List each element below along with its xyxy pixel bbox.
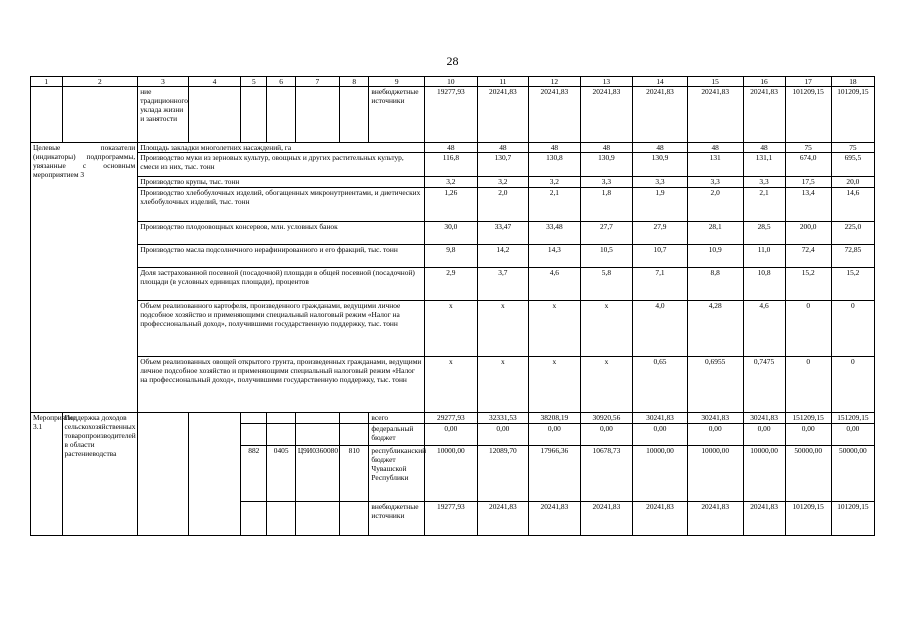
value-cell: 30241,83 (687, 413, 743, 424)
value-cell: 20241,83 (529, 87, 581, 143)
value-cell: 48 (425, 143, 478, 153)
value-cell: 4,6 (529, 268, 581, 301)
empty-cell (138, 413, 188, 536)
value-cell: 28,5 (743, 222, 785, 245)
value-cell: 131,1 (743, 153, 785, 177)
table-row (31, 413, 875, 424)
header-cell: 2 (62, 77, 138, 87)
value-cell: 101209,15 (785, 502, 831, 536)
value-cell: x (529, 301, 581, 357)
value-cell: 48 (633, 143, 688, 153)
header-cell: 10 (425, 77, 478, 87)
value-cell: 17,5 (785, 177, 831, 188)
value-cell: 20241,83 (687, 502, 743, 536)
value-cell: 130,8 (529, 153, 581, 177)
value-cell: 11,0 (743, 245, 785, 268)
value-cell: 9,8 (425, 245, 478, 268)
header-cell: 18 (831, 77, 874, 87)
value-cell: 0 (785, 357, 831, 413)
value-cell: 0,00 (580, 424, 633, 446)
indicator-name: Доля застрахованной посевной (посадочной) площади в общей посевной (посадочной) площади (в условных единицах площади), процентов (138, 268, 425, 301)
table-row (31, 143, 875, 153)
value-cell: 10000,00 (425, 446, 478, 502)
value-cell: 4,28 (687, 301, 743, 357)
funding-source: федеральный бюджет (369, 424, 425, 446)
value-cell: 101209,15 (831, 87, 874, 143)
indicator-name: Производство крупы, тыс. тонн (138, 177, 425, 188)
value-cell: 0,00 (633, 424, 688, 446)
value-cell: 674,0 (785, 153, 831, 177)
value-cell: 131 (687, 153, 743, 177)
value-cell: 75 (831, 143, 874, 153)
value-cell: 20241,83 (743, 502, 785, 536)
measure-name: Поддержка доходов сельскохозяйственных товаропроизводителей в области растениеводства (62, 413, 138, 536)
header-cell: 9 (369, 77, 425, 87)
value-cell: 48 (687, 143, 743, 153)
value-cell: 15,2 (831, 268, 874, 301)
funding-source: внебюджетные источники (369, 502, 425, 536)
value-cell: x (425, 357, 478, 413)
indicator-name: Объем реализованного картофеля, произведенного гражданами, ведущими личное подсобное хозяйство и применяющими специальный налоговый режим «Налог на профессиональный доход», получившими государственную поддержку, тыс. тонн (138, 301, 425, 357)
value-cell: 50000,00 (785, 446, 831, 502)
value-cell: 10,8 (743, 268, 785, 301)
table-row (31, 87, 875, 143)
funding-source: всего (369, 413, 425, 424)
empty-cell (339, 424, 368, 446)
value-cell: 0 (831, 357, 874, 413)
value-cell: 10000,00 (687, 446, 743, 502)
table-row (31, 188, 875, 222)
value-cell: 72,4 (785, 245, 831, 268)
empty-cell (241, 424, 267, 446)
value-cell: 1,26 (425, 188, 478, 222)
header-cell: 6 (267, 77, 295, 87)
value-cell: 75 (785, 143, 831, 153)
value-cell: 8,8 (687, 268, 743, 301)
value-cell: 0,00 (743, 424, 785, 446)
value-cell: 10000,00 (743, 446, 785, 502)
header-cell: 4 (188, 77, 241, 87)
value-cell: 20241,83 (477, 87, 529, 143)
header-cell: 17 (785, 77, 831, 87)
empty-cell (339, 502, 368, 536)
value-cell: 32331,53 (477, 413, 529, 424)
value-cell: 12089,70 (477, 446, 529, 502)
indicator-name: Производство муки из зерновых культур, овощных и других растительных культур, смеси из них, тыс. тонн (138, 153, 425, 177)
indicator-group-label: Целевые показатели (индикаторы) подпрограммы, увязанные с основным мероприятием 3 (31, 143, 138, 413)
value-cell: x (425, 301, 478, 357)
value-cell: 72,85 (831, 245, 874, 268)
value-cell: 130,9 (633, 153, 688, 177)
value-cell: 48 (529, 143, 581, 153)
indicator-name: Площадь закладки многолетних насаждений, га (138, 143, 425, 153)
value-cell: 101209,15 (831, 502, 874, 536)
value-cell: 0,00 (529, 424, 581, 446)
rz-code: 0405 (267, 446, 295, 502)
value-cell: 101209,15 (785, 87, 831, 143)
value-cell: x (529, 357, 581, 413)
value-cell: 2,0 (477, 188, 529, 222)
value-cell: 3,2 (529, 177, 581, 188)
empty-cell (295, 413, 339, 424)
table-row (31, 177, 875, 188)
value-cell: 3,7 (477, 268, 529, 301)
value-cell: 0,00 (785, 424, 831, 446)
value-cell: 14,3 (529, 245, 581, 268)
value-cell: 10000,00 (633, 446, 688, 502)
value-cell: 33,48 (529, 222, 581, 245)
value-cell: 3,2 (477, 177, 529, 188)
value-cell: 20241,83 (580, 87, 633, 143)
empty-cell (188, 413, 241, 536)
value-cell: 28,1 (687, 222, 743, 245)
empty-cell (267, 413, 295, 424)
header-cell: 3 (138, 77, 188, 87)
header-cell: 13 (580, 77, 633, 87)
value-cell: 7,1 (633, 268, 688, 301)
empty-cell (241, 502, 267, 536)
value-cell: 27,7 (580, 222, 633, 245)
empty-cell (295, 502, 339, 536)
value-cell: 20241,83 (529, 502, 581, 536)
value-cell: x (477, 301, 529, 357)
value-cell: 14,6 (831, 188, 874, 222)
header-row (31, 77, 875, 87)
value-cell: 130,7 (477, 153, 529, 177)
indicator-section (31, 143, 875, 413)
vr-code: 810 (339, 446, 368, 502)
header-cell: 8 (339, 77, 368, 87)
indicator-name: Объем реализованных овощей открытого грунта, произведенных гражданами, ведущими личное подсобное хозяйство и применяющими специальный налоговый режим «Налог на профессиональный доход», получившими государственную поддержку, тыс. тонн (138, 357, 425, 413)
table-row (31, 222, 875, 245)
header-cell: 15 (687, 77, 743, 87)
table-row (31, 245, 875, 268)
value-cell: x (477, 357, 529, 413)
value-cell: 20241,83 (687, 87, 743, 143)
value-cell: 10,7 (633, 245, 688, 268)
value-cell: 20241,83 (580, 502, 633, 536)
value-cell: 0,6955 (687, 357, 743, 413)
empty-cell (267, 424, 295, 446)
value-cell: 0 (785, 301, 831, 357)
value-cell: 17966,36 (529, 446, 581, 502)
value-cell: 50000,00 (831, 446, 874, 502)
value-cell: 3,3 (633, 177, 688, 188)
value-cell: 29277,93 (425, 413, 478, 424)
value-cell: 13,4 (785, 188, 831, 222)
value-cell: 30241,83 (743, 413, 785, 424)
value-cell: 1,8 (580, 188, 633, 222)
value-cell: 116,8 (425, 153, 478, 177)
table-row (31, 357, 875, 413)
value-cell: 48 (477, 143, 529, 153)
page-number: 28 (446, 54, 459, 68)
value-cell: 3,3 (687, 177, 743, 188)
value-cell: 3,3 (743, 177, 785, 188)
table-row (31, 301, 875, 357)
value-cell: 38208,19 (529, 413, 581, 424)
value-cell: 10,5 (580, 245, 633, 268)
value-cell: 10,9 (687, 245, 743, 268)
value-cell: 130,9 (580, 153, 633, 177)
table-row (31, 268, 875, 301)
value-cell: 19277,93 (425, 502, 478, 536)
value-cell: 0 (831, 301, 874, 357)
empty-cell (295, 424, 339, 446)
indicator-name: Производство плодоовощных консервов, млн. условных банок (138, 222, 425, 245)
header-cell: 16 (743, 77, 785, 87)
value-cell: 151209,15 (785, 413, 831, 424)
value-cell: 2,9 (425, 268, 478, 301)
indicator-name: Производство хлебобулочных изделий, обогащенных микронутриентами, и диетических хлебобулочных изделий, тыс. тонн (138, 188, 425, 222)
header-cell: 1 (31, 77, 63, 87)
empty-cell (241, 413, 267, 424)
value-cell: 20241,83 (633, 502, 688, 536)
value-cell: 20241,83 (633, 87, 688, 143)
value-cell: 20241,83 (743, 87, 785, 143)
value-cell: 48 (743, 143, 785, 153)
table-row (31, 153, 875, 177)
value-cell: 20241,83 (477, 502, 529, 536)
value-cell: 0,00 (477, 424, 529, 446)
value-cell: 48 (580, 143, 633, 153)
value-cell: 10678,73 (580, 446, 633, 502)
header-cell: 7 (295, 77, 339, 87)
value-cell: 695,5 (831, 153, 874, 177)
value-cell: 0,00 (425, 424, 478, 446)
value-cell: 151209,15 (831, 413, 874, 424)
value-cell: 0,65 (633, 357, 688, 413)
value-cell: 5,8 (580, 268, 633, 301)
header-cell: 11 (477, 77, 529, 87)
value-cell: 0,00 (831, 424, 874, 446)
funding-source: внебюджетные источники (369, 87, 425, 143)
value-cell: 30241,83 (633, 413, 688, 424)
value-cell: 19277,93 (425, 87, 478, 143)
empty-cell (267, 502, 295, 536)
measure-label: Мероприятие 3.1 (31, 413, 63, 536)
value-cell: x (580, 301, 633, 357)
measure-name-continued: ние традиционного уклада жизни и занятости (138, 87, 188, 143)
value-cell: 200,0 (785, 222, 831, 245)
funding-source: республиканский бюджет Чувашской Республики (369, 446, 425, 502)
value-cell: 2,1 (743, 188, 785, 222)
header-cell: 14 (633, 77, 688, 87)
grbs-code: 882 (241, 446, 267, 502)
value-cell: 30,0 (425, 222, 478, 245)
empty-cell (339, 413, 368, 424)
value-cell: 15,2 (785, 268, 831, 301)
header-cell: 5 (241, 77, 267, 87)
value-cell: 0,00 (687, 424, 743, 446)
value-cell: 30920,56 (580, 413, 633, 424)
value-cell: 0,7475 (743, 357, 785, 413)
value-cell: 225,0 (831, 222, 874, 245)
value-cell: 4,0 (633, 301, 688, 357)
value-cell: 27,9 (633, 222, 688, 245)
value-cell: 20,0 (831, 177, 874, 188)
indicator-name: Производство масла подсолнечного нерафинированного и его фракций, тыс. тонн (138, 245, 425, 268)
header-cell: 12 (529, 77, 581, 87)
measure-section (31, 413, 875, 536)
value-cell: 3,3 (580, 177, 633, 188)
csr-code: Ц9И0360080 (295, 446, 339, 502)
budget-table (30, 76, 875, 536)
value-cell: 33,47 (477, 222, 529, 245)
value-cell: 4,6 (743, 301, 785, 357)
value-cell: 2,1 (529, 188, 581, 222)
value-cell: 14,2 (477, 245, 529, 268)
value-cell: 1,9 (633, 188, 688, 222)
value-cell: x (580, 357, 633, 413)
value-cell: 3,2 (425, 177, 478, 188)
value-cell: 2,0 (687, 188, 743, 222)
